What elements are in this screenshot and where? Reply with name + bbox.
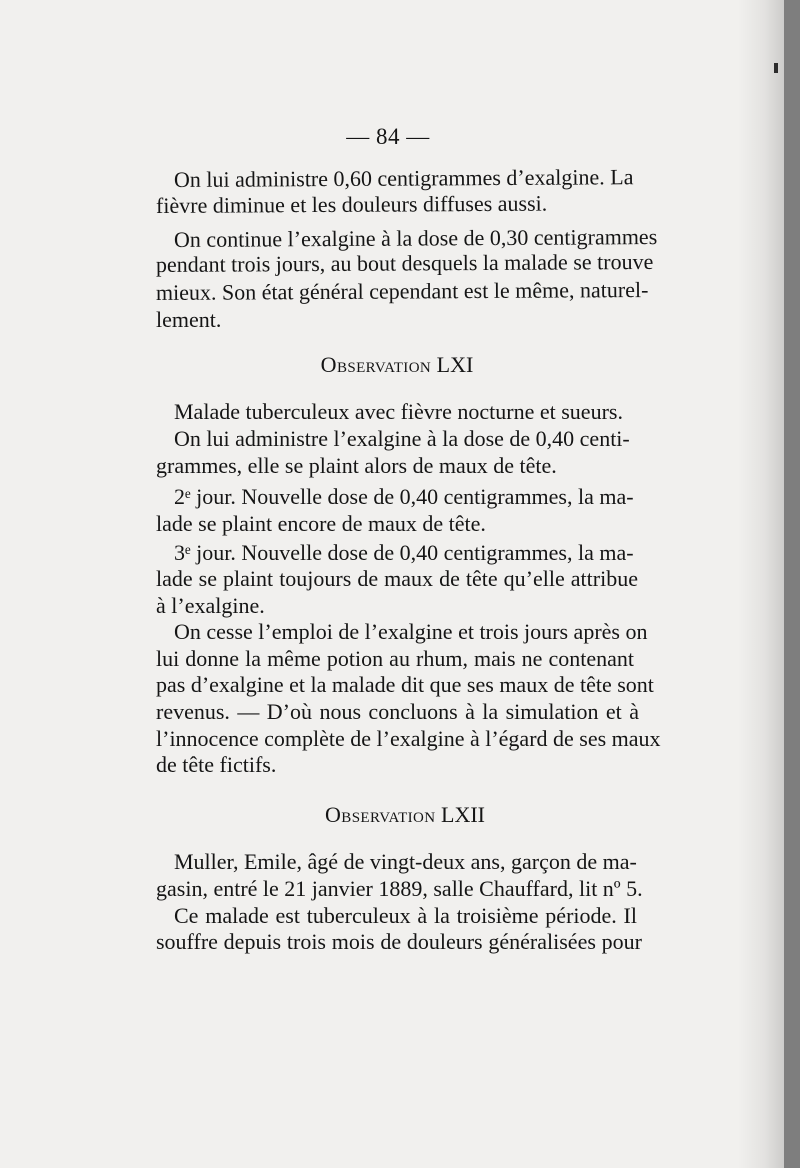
binding-shadow [738, 0, 784, 1168]
text-line: lade se plaint toujours de maux de tête qu’elle attribue [156, 566, 638, 591]
page-number: — 84 — [346, 124, 430, 149]
text-line: à l’exalgine. [156, 593, 265, 618]
text-line: lement. [156, 307, 222, 332]
text-line: Muller, Emile, âgé de vingt-deux ans, garçon de ma- [174, 849, 637, 874]
observation-label: Observation [325, 802, 436, 827]
text-line: On lui administre 0,60 centigrammes d’exalgine. La [173, 164, 634, 192]
text-line: 3ᵉ jour. Nouvelle dose de 0,40 centigrammes, la ma- [174, 540, 634, 565]
text-line: lui donne la même potion au rhum, mais ne contenant [156, 646, 634, 671]
text-line: souffre depuis trois mois de douleurs généralisées pour [156, 929, 642, 954]
text-line: On lui administre l’exalgine à la dose de 0,40 centi- [174, 426, 630, 451]
text-line: pendant trois jours, au bout desquels la malade se trouve [155, 248, 654, 277]
text-line: On continue l’exalgine à la dose de 0,30 centigrammes [173, 224, 658, 252]
text-line: pas d’exalgine et la malade dit que ses maux de tête sont [156, 672, 654, 697]
text-line: 2ᵉ jour. Nouvelle dose de 0,40 centigrammes, la ma- [174, 484, 634, 509]
text-line: Ce malade est tuberculeux à la troisième période. Il [174, 903, 637, 928]
observation-number: LXI [436, 352, 474, 377]
text-line: lade se plaint encore de maux de tête. [156, 511, 486, 536]
text-line: grammes, elle se plaint alors de maux de tête. [156, 453, 557, 478]
text-line: revenus. — D’où nous concluons à la simulation et à [156, 699, 639, 724]
page-edge-mark [774, 63, 778, 73]
text-line: fièvre diminue et les douleurs diffuses aussi. [155, 190, 548, 218]
text-line: On cesse l’emploi de l’exalgine et trois jours après on [174, 619, 648, 644]
text-line: Malade tuberculeux avec fièvre nocturne et sueurs. [174, 399, 623, 424]
observation-label: Observation [320, 352, 432, 377]
text-line: de tête fictifs. [156, 752, 277, 777]
observation-number: LXII [441, 802, 485, 827]
text-line: l’innocence complète de l’exalgine à l’égard de ses maux [156, 726, 661, 751]
observation-heading-lxi [292, 350, 502, 380]
observation-heading-lxii [300, 800, 510, 830]
text-line: gasin, entré le 21 janvier 1889, salle Chauffard, lit nº 5. [156, 876, 643, 901]
text-line: mieux. Son état général cependant est le même, naturel- [155, 276, 649, 305]
